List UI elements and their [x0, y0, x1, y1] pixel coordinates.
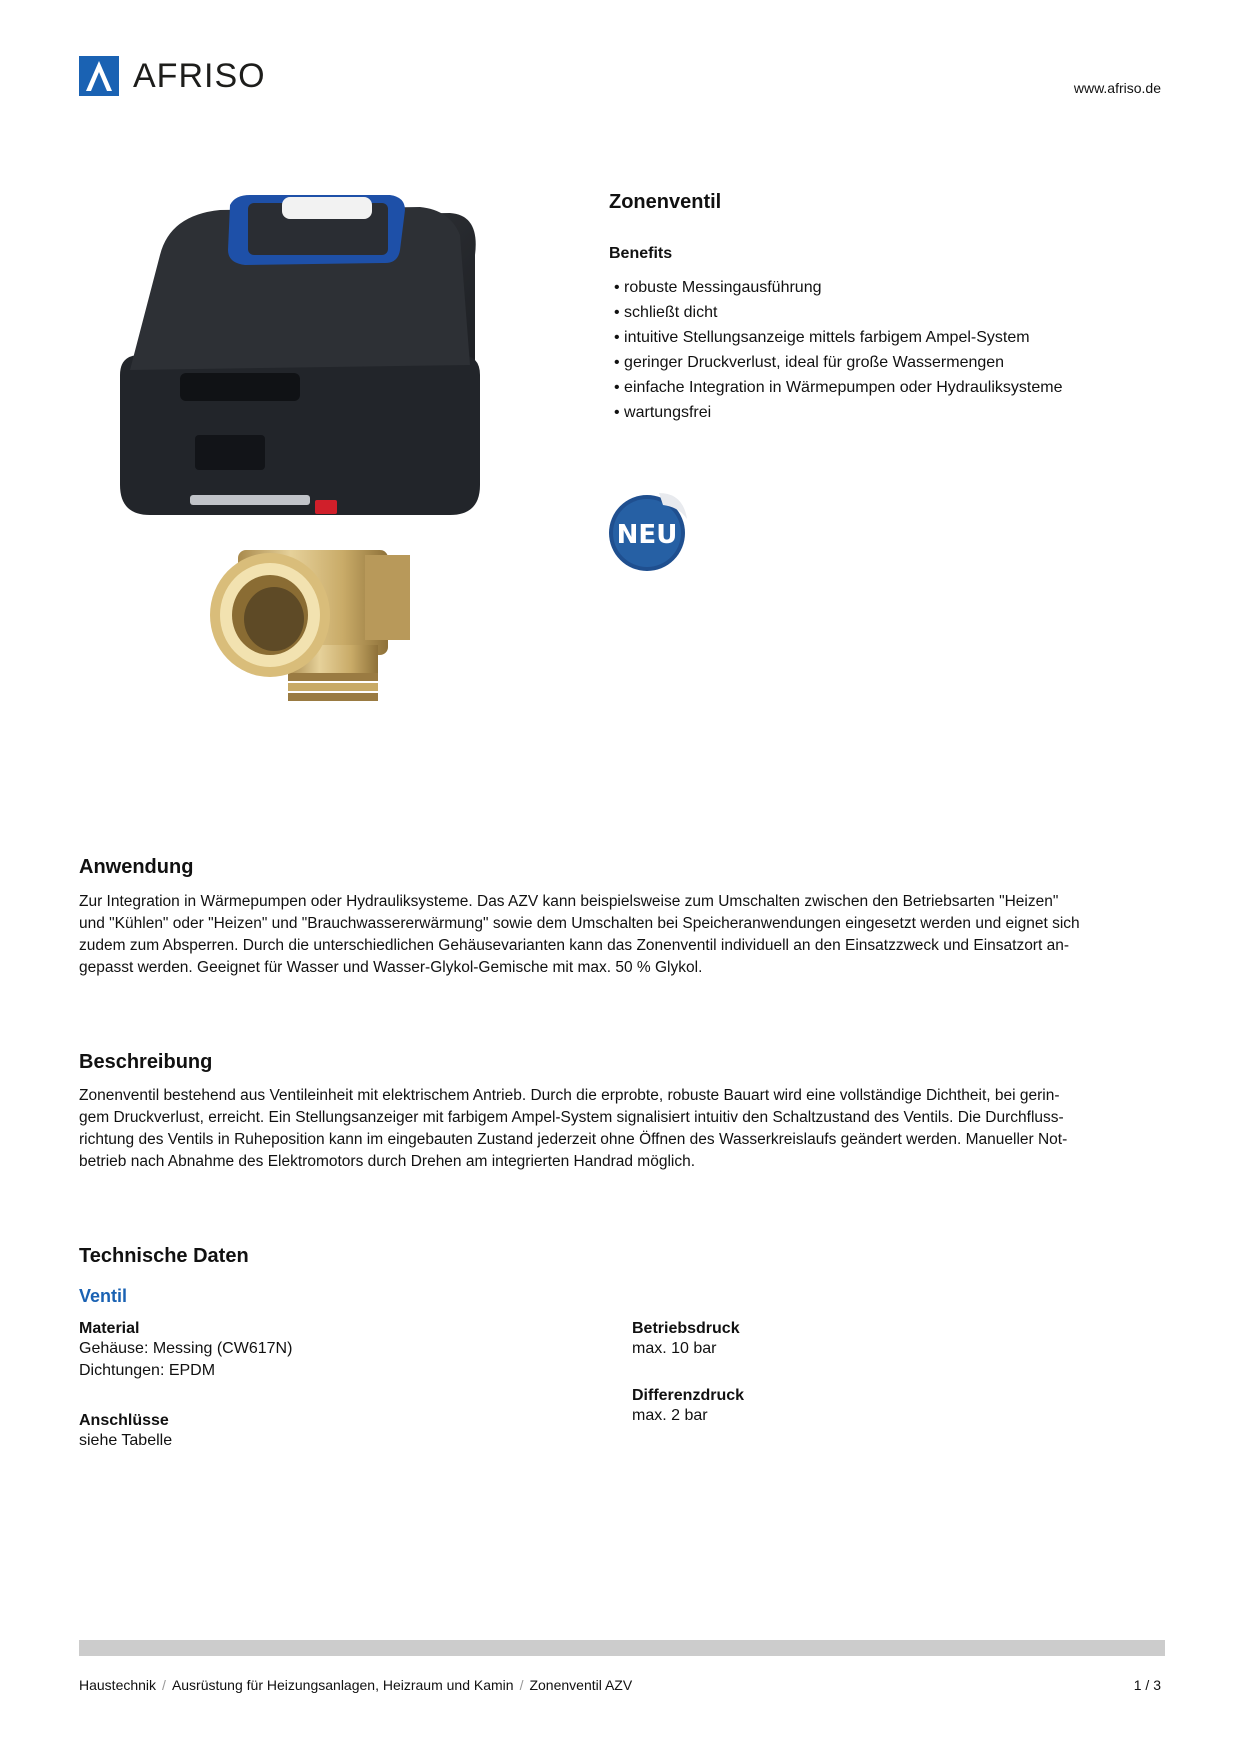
list-item: • robuste Messingausführung: [614, 275, 1062, 300]
benefits-list: [614, 275, 1062, 425]
anwendung-text: Zur Integration in Wärmepumpen oder Hydrauliksysteme. Das AZV kann beispielsweise zum Umschalten zwischen den Betriebsarten "Heizen" und "Kühlen" oder "Heizen" und "Brauchwassererwärmung" sowie dem Umschalten bei Speicheranwendungen eingesetzt werden und eignet sich zudem zum Absperren. Durch die unterschiedlichen Gehäusevarianten kann das Zonenventil individuell an den Einsatzzweck und Einsatzort an- gepasst werden. Geeignet für Wasser und Wasser-Glykol-Gemische mit max. 50 % Glykol.: [79, 893, 1080, 976]
neu-badge: [607, 489, 691, 573]
page-number: 1 / 3: [1133, 1677, 1161, 1693]
spec-value: Gehäuse: Messing (CW617N): [79, 1340, 293, 1357]
breadcrumb-separator: /: [519, 1677, 524, 1693]
website-link[interactable]: www.afriso.de: [1073, 80, 1161, 96]
spec-differenzdruck: [632, 1387, 744, 1427]
badge-text: NEU: [616, 520, 678, 550]
technische-daten-heading: Technische Daten: [79, 1245, 249, 1267]
afriso-logo-icon: [79, 56, 119, 96]
product-image: [120, 195, 540, 785]
list-item: • schließt dicht: [614, 300, 1062, 325]
breadcrumb-item-ausruestung[interactable]: Ausrüstung für Heizungsanlagen, Heizraum und Kamin: [171, 1677, 514, 1693]
ventil-subheading: Ventil: [79, 1286, 128, 1306]
spec-label: Betriebsdruck: [632, 1320, 740, 1337]
list-item: • einfache Integration in Wärmepumpen oder Hydrauliksysteme: [614, 375, 1062, 400]
spec-value: siehe Tabelle: [79, 1432, 173, 1449]
anwendung-heading: Anwendung: [79, 856, 194, 878]
spec-label: Differenzdruck: [632, 1387, 745, 1404]
product-title: Zonenventil: [609, 191, 722, 213]
breadcrumb-item-haustechnik[interactable]: Haustechnik: [79, 1677, 157, 1693]
beschreibung-text: Zonenventil bestehend aus Ventileinheit mit elektrischem Antrieb. Durch die erprobte, robuste Bauart wird eine vollständige Dichtheit, bei gerin- gem Druckverlust, erreicht. Ein Stellungsanzeiger mit farbigem Ampel-System signalisiert intuitiv den Schaltzustand des Ventils. Die Durchfluss- richtung des Ventils in Ruheposition kann im eingebauten Zustand jederzeit ohne Öffnen des Wasserkreislaufs geändert werden. Manueller Not- betrieb nach Abnahme des Elektromotors durch Drehen am integrierten Handrad möglich.: [79, 1087, 1068, 1170]
list-item: • wartungsfrei: [614, 400, 1062, 425]
brand-name: AFRISO: [133, 57, 266, 95]
spec-label: Material: [79, 1320, 140, 1337]
benefits-heading: Benefits: [609, 245, 673, 262]
spec-betriebsdruck: [632, 1320, 740, 1360]
beschreibung-heading: Beschreibung: [79, 1051, 213, 1073]
list-item: • geringer Druckverlust, ideal für große Wassermengen: [614, 350, 1062, 375]
breadcrumb: [79, 1677, 632, 1693]
spec-value: max. 10 bar: [632, 1340, 717, 1357]
spec-anschluesse: [79, 1412, 172, 1452]
spec-value: max. 2 bar: [632, 1407, 708, 1424]
spec-material: [79, 1320, 292, 1382]
brand-logo: [79, 56, 266, 96]
list-item: • intuitive Stellungsanzeige mittels farbigem Ampel-System: [614, 325, 1062, 350]
spec-value: Dichtungen: EPDM: [79, 1362, 216, 1379]
footer-divider: [79, 1640, 1165, 1656]
spec-label: Anschlüsse: [79, 1412, 169, 1429]
breadcrumb-item-zonenventil[interactable]: Zonenventil AZV: [529, 1677, 633, 1693]
breadcrumb-separator: /: [162, 1677, 166, 1693]
